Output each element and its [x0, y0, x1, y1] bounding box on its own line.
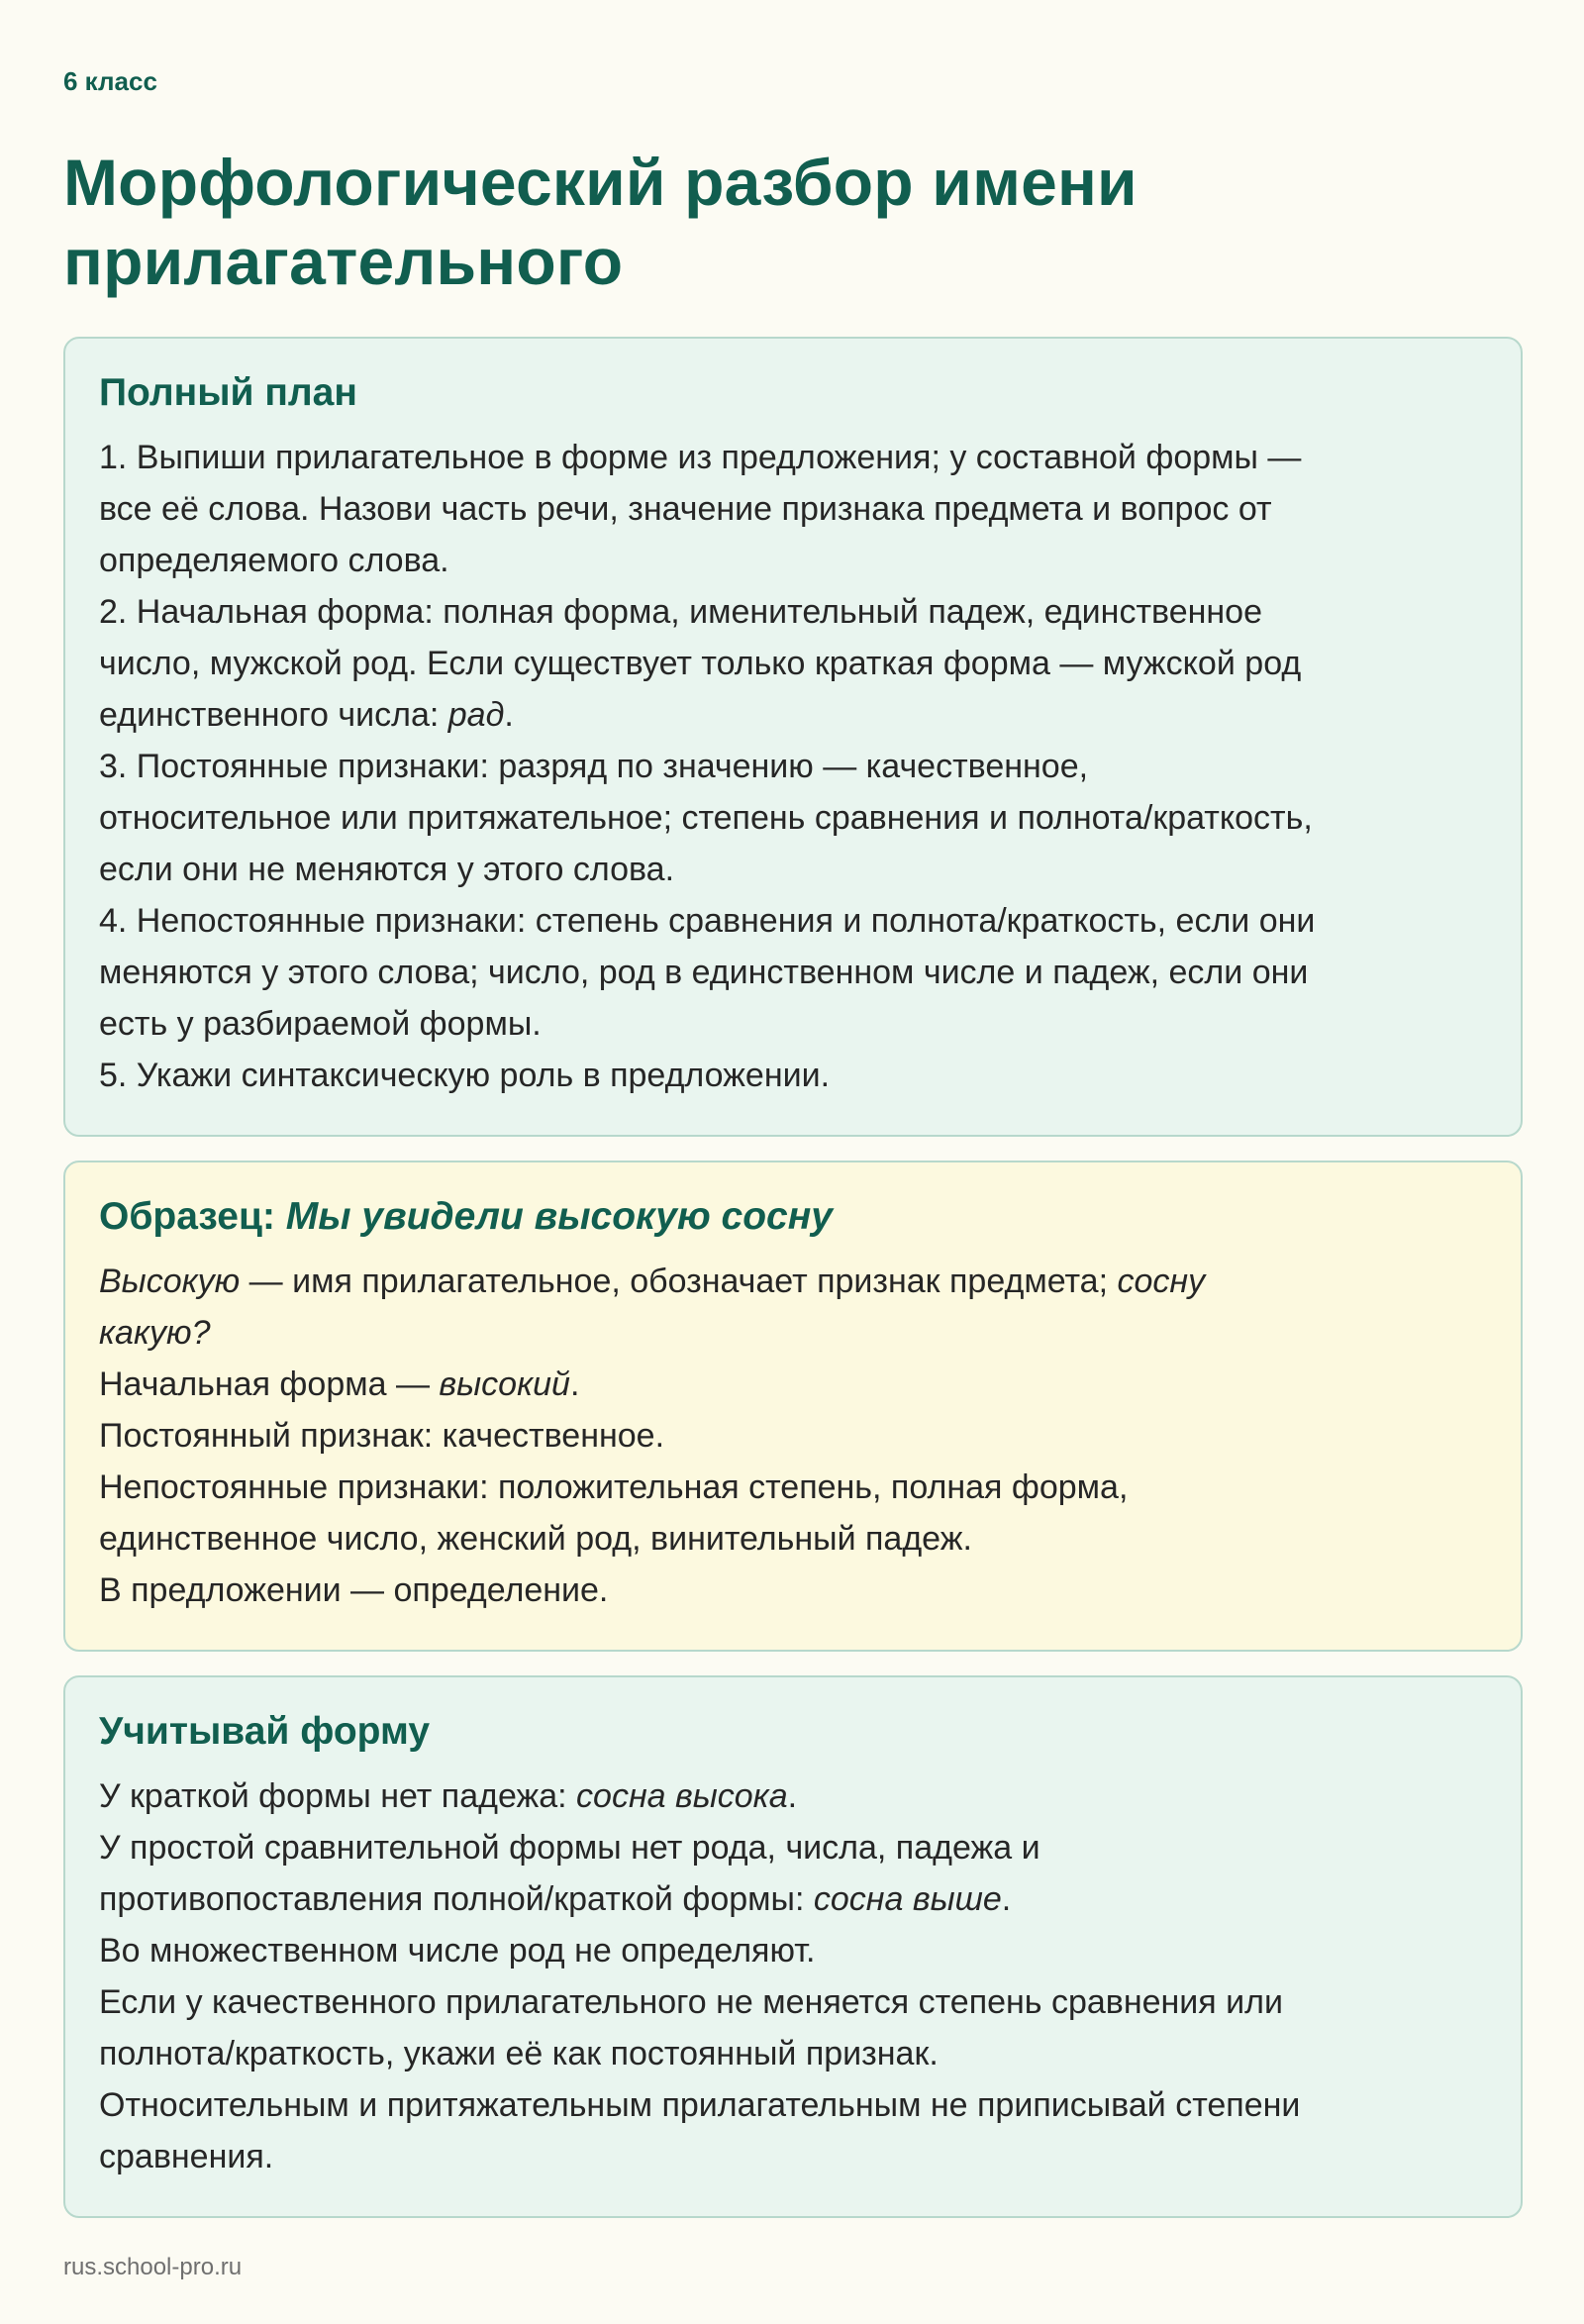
plan-line: относительное или притяжательное; степень сравнения и полнота/краткость, [99, 799, 1313, 837]
full-plan-title: Полный план [99, 371, 357, 414]
form-line-end: . [787, 1777, 798, 1815]
page-title [63, 143, 1523, 301]
form-line: Во множественном числе род не определяют. [99, 1932, 816, 1970]
plan-line: 2. Начальная форма: полная форма, именительный падеж, единственное [99, 593, 1262, 631]
sample-card [63, 1161, 1523, 1652]
sample-line-end: . [569, 1365, 580, 1403]
sample-question-noun: сосну [1117, 1263, 1206, 1300]
plan-line: есть у разбираемой формы. [99, 1005, 542, 1043]
sample-title [99, 1192, 1487, 1242]
form-line-text: противопоставления полной/краткой формы: [99, 1880, 814, 1918]
plan-line: определяемого слова. [99, 542, 449, 579]
sample-line-text: Начальная форма — [99, 1365, 440, 1403]
plan-line: число, мужской род. Если существует только краткая форма — мужской род [99, 645, 1302, 682]
form-line [99, 1770, 1487, 1822]
form-line: полнота/краткость, укажи её как постоянный признак. [99, 2035, 939, 2072]
sample-line [99, 1359, 1487, 1410]
plan-line-text: единственного числа: [99, 696, 448, 734]
page-title-line2: прилагательного [63, 225, 624, 298]
worksheet-page [63, 61, 1523, 2218]
sample-line: Непостоянные признаки: положительная степень, полная форма, [99, 1468, 1129, 1506]
full-plan-card [63, 337, 1523, 1137]
page-title-line1: Морфологический разбор имени [63, 146, 1138, 219]
form-note-card [63, 1675, 1523, 2218]
sample-sentence: Мы увидели высокую сосну [285, 1195, 833, 1238]
form-line: сравнения. [99, 2138, 274, 2175]
sample-title-prefix: Образец: [99, 1195, 286, 1238]
sample-question: какую? [99, 1314, 211, 1352]
plan-line: 5. Укажи синтаксическую роль в предложении. [99, 1057, 831, 1094]
plan-line-end: . [504, 696, 514, 734]
plan-line: 1. Выпиши прилагательное в форме из предложения; у составной формы — [99, 439, 1302, 476]
site-footer: rus.school-pro.ru [63, 2254, 243, 2280]
sample-line [99, 1307, 1487, 1359]
plan-example-word: рад [447, 696, 505, 734]
form-line-text: У краткой формы нет падежа: [99, 1777, 577, 1815]
plan-line: 3. Постоянные признаки: разряд по значению — качественное, [99, 748, 1089, 785]
form-line-end: . [1001, 1880, 1012, 1918]
plan-line: 4. Непостоянные признаки: степень сравнения и полнота/краткость, если они [99, 902, 1316, 940]
sample-line: В предложении — определение. [99, 1571, 609, 1609]
sample-line: единственное число, женский род, винительный падеж. [99, 1520, 972, 1558]
form-line: Если у качественного прилагательного не меняется степень сравнения или [99, 1983, 1283, 2021]
plan-line [99, 689, 1487, 741]
sample-line-text: — имя прилагательное, обозначает признак предмета; [240, 1263, 1118, 1300]
form-line: Относительным и притяжательным прилагательным не приписывай степени [99, 2086, 1301, 2124]
grade-label: 6 класс [63, 66, 157, 96]
plan-line: если они не меняются у этого слова. [99, 851, 675, 888]
sample-word: Высокую [99, 1263, 241, 1300]
plan-line: меняются у этого слова; число, род в единственном числе и падеж, если они [99, 954, 1309, 991]
plan-line: все её слова. Назови часть речи, значение признака предмета и вопрос от [99, 490, 1272, 528]
form-example: сосна высока [576, 1777, 788, 1815]
sample-line [99, 1256, 1487, 1307]
form-line: У простой сравнительной формы нет рода, числа, падежа и [99, 1829, 1040, 1867]
form-line [99, 1873, 1487, 1925]
form-note-title: Учитывай форму [99, 1710, 431, 1753]
sample-line: Постоянный признак: качественное. [99, 1417, 665, 1455]
form-example: сосна выше [813, 1880, 1002, 1918]
sample-initial-form: высокий [439, 1365, 570, 1403]
